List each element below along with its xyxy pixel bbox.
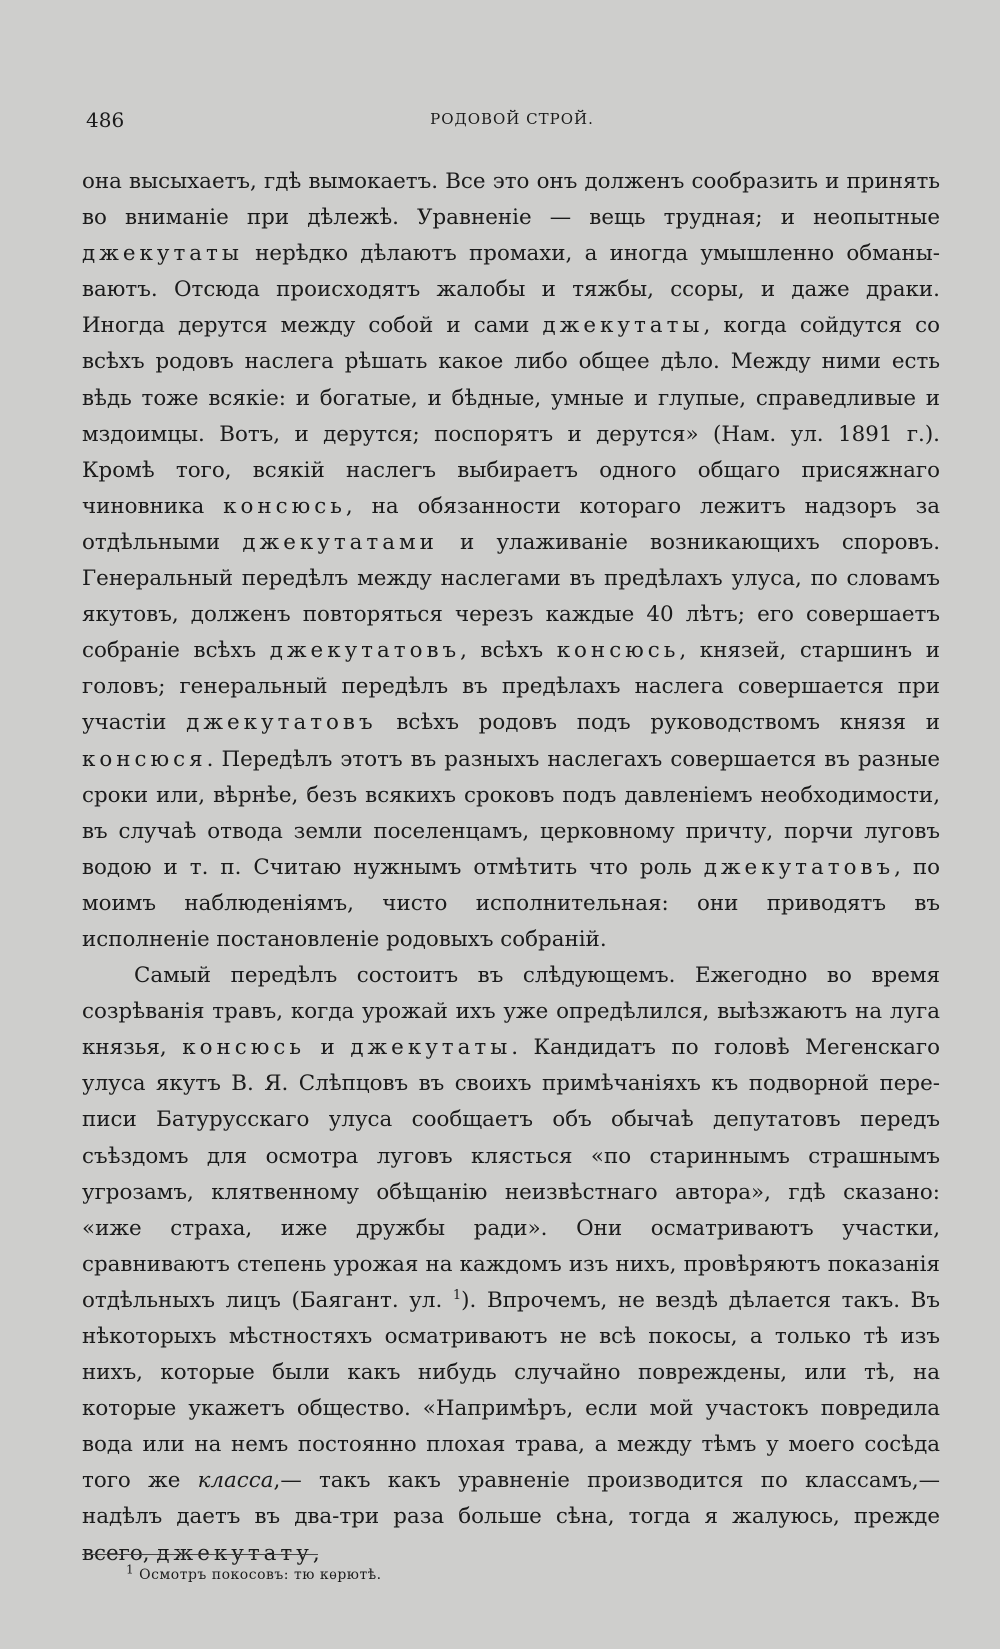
italic-term: класса <box>197 1468 274 1494</box>
text-run: , <box>312 1540 320 1566</box>
footnote-mark: 1 <box>126 1562 135 1577</box>
text-run: ). Впрочемъ, не вездѣ дѣлается такъ. Въ нѣкоторыхъ мѣстностяхъ осматриваютъ не всѣ покосы, а только тѣ изъ нихъ, которые были какъ нибудь случайно повреждены, или тѣ, на которые укажетъ общество. «Напримѣръ, если мой участокъ повредила вода или на немъ постоянно плохая трава, а между тѣмъ у моего сосѣда того же <box>82 1287 940 1494</box>
page-header <box>86 108 938 138</box>
spaced-term: консюсь <box>223 493 346 519</box>
running-head: РОДОВОЙ СТРОЙ. <box>430 110 594 128</box>
text-run: . Передѣлъ этотъ въ разныхъ наслегахъ совершается въ разные сроки или, вѣрнѣе, безъ всякихъ сроковъ подъ давленіемъ необходимости, въ случаѣ отвода земли поселенцамъ, церковному причту, порчи луговъ водою и т. п. Считаю нужнымъ отмѣтить что роль <box>82 746 940 880</box>
footnote-divider <box>82 1554 318 1555</box>
text-run: Самый передѣлъ состоитъ въ слѣдующемъ. Ежегодно во время созрѣванія травъ, когда урожай ихъ уже опредѣлился, выѣзжаютъ на луга князья, <box>82 963 940 1061</box>
spaced-term: джекутаты <box>350 1035 512 1061</box>
text-run: всѣхъ родовъ подъ руководствомъ князя и <box>376 710 941 736</box>
paragraph-2 <box>82 958 940 1572</box>
text-run: ,— такъ какъ уравненіе производится по классамъ,— надѣлъ даетъ въ два-три раза больше сѣна, тогда я жалуюсь, прежде всего, <box>82 1468 941 1566</box>
text-run: , по моимъ наблюденіямъ, чисто исполнительная: они приводятъ въ исполненіе постановленіе родовыхъ собраній. <box>82 854 941 952</box>
page-number: 486 <box>86 108 125 132</box>
text-run: . Кандидатъ по головѣ Мегенскаго улуса якутъ В. Я. Слѣпцовъ въ своихъ примѣчаніяхъ къ подворной переписи Батурусскаго улуса сообщаетъ объ обычаѣ депутатовъ передъ съѣздомъ для осмотра луговъ клясться «по стариннымъ страшнымъ угрозамъ, клятвенному обѣщанію неизвѣстнаго автора», гдѣ сказано: «иже страха, иже дружбы ради». Они осматриваютъ участки, сравниваютъ степень урожая на каждомъ изъ нихъ, провѣряютъ показанія отдѣльныхъ лицъ (Баягант. ул. <box>82 1035 941 1313</box>
text-run: она высыхаетъ, гдѣ вымокаетъ. Все это онъ долженъ сообразить и принять во вниманіе при дѣлежѣ. Уравненіе — вещь трудная; и неопытные <box>82 169 940 231</box>
text-run: и <box>305 1035 351 1061</box>
spaced-term: консюсь <box>182 1035 305 1061</box>
paragraph-1 <box>82 164 940 958</box>
footnote-text: Осмотръ покосовъ: тю кѳрютѣ. <box>134 1567 382 1583</box>
footnote-reference[interactable]: 1 <box>452 1287 462 1303</box>
spaced-term: джекутату <box>156 1540 313 1566</box>
footnote <box>126 1562 382 1583</box>
body-text <box>82 164 940 1572</box>
text-run: , всѣхъ <box>460 638 557 664</box>
spaced-term: джекутатовъ <box>186 710 377 736</box>
text-run: , князей, старшинъ и головъ; генеральный передѣлъ въ предѣлахъ наслега совершается при участіи <box>82 638 940 736</box>
text-run: и улаживаніе возникающихъ споровъ. Генеральный передѣлъ между наслегами въ предѣлахъ улуса, по словамъ якутовъ, долженъ повторяться черезъ каждые 40 лѣтъ; его совершаетъ собраніе всѣхъ <box>82 529 940 664</box>
spaced-term: джекутаты <box>82 241 243 267</box>
text-run: , на обязанности котораго лежитъ надзоръ за отдѣльными <box>82 493 940 555</box>
spaced-term: джекутаты <box>542 313 704 339</box>
spaced-term: джекутатовъ <box>269 638 461 664</box>
spaced-term: джекутатами <box>242 529 438 555</box>
spaced-term: консюся <box>82 746 207 772</box>
text-run: , когда сойдутся со всѣхъ родовъ наслега рѣшать какое либо общее дѣло. Между ними есть вѣдь тоже всякіе: и богатые, и бѣдные, умные и глупые, справедливые и мздоимцы. Вотъ, и дерутся; поспорятъ и дерутся» (Нам. ул. 1891 г.). Кромѣ того, всякій наслегъ выбираетъ одного общаго присяжнаго чиновника <box>82 313 940 519</box>
text-run: нерѣдко дѣлаютъ промахи, а иногда умышленно обманываютъ. Отсюда происходятъ жалобы и тяжбы, ссоры, и даже драки. Иногда дерутся между собой и сами <box>82 241 940 339</box>
spaced-term: консюсь <box>556 638 680 664</box>
spaced-term: джекутатовъ <box>703 854 895 880</box>
